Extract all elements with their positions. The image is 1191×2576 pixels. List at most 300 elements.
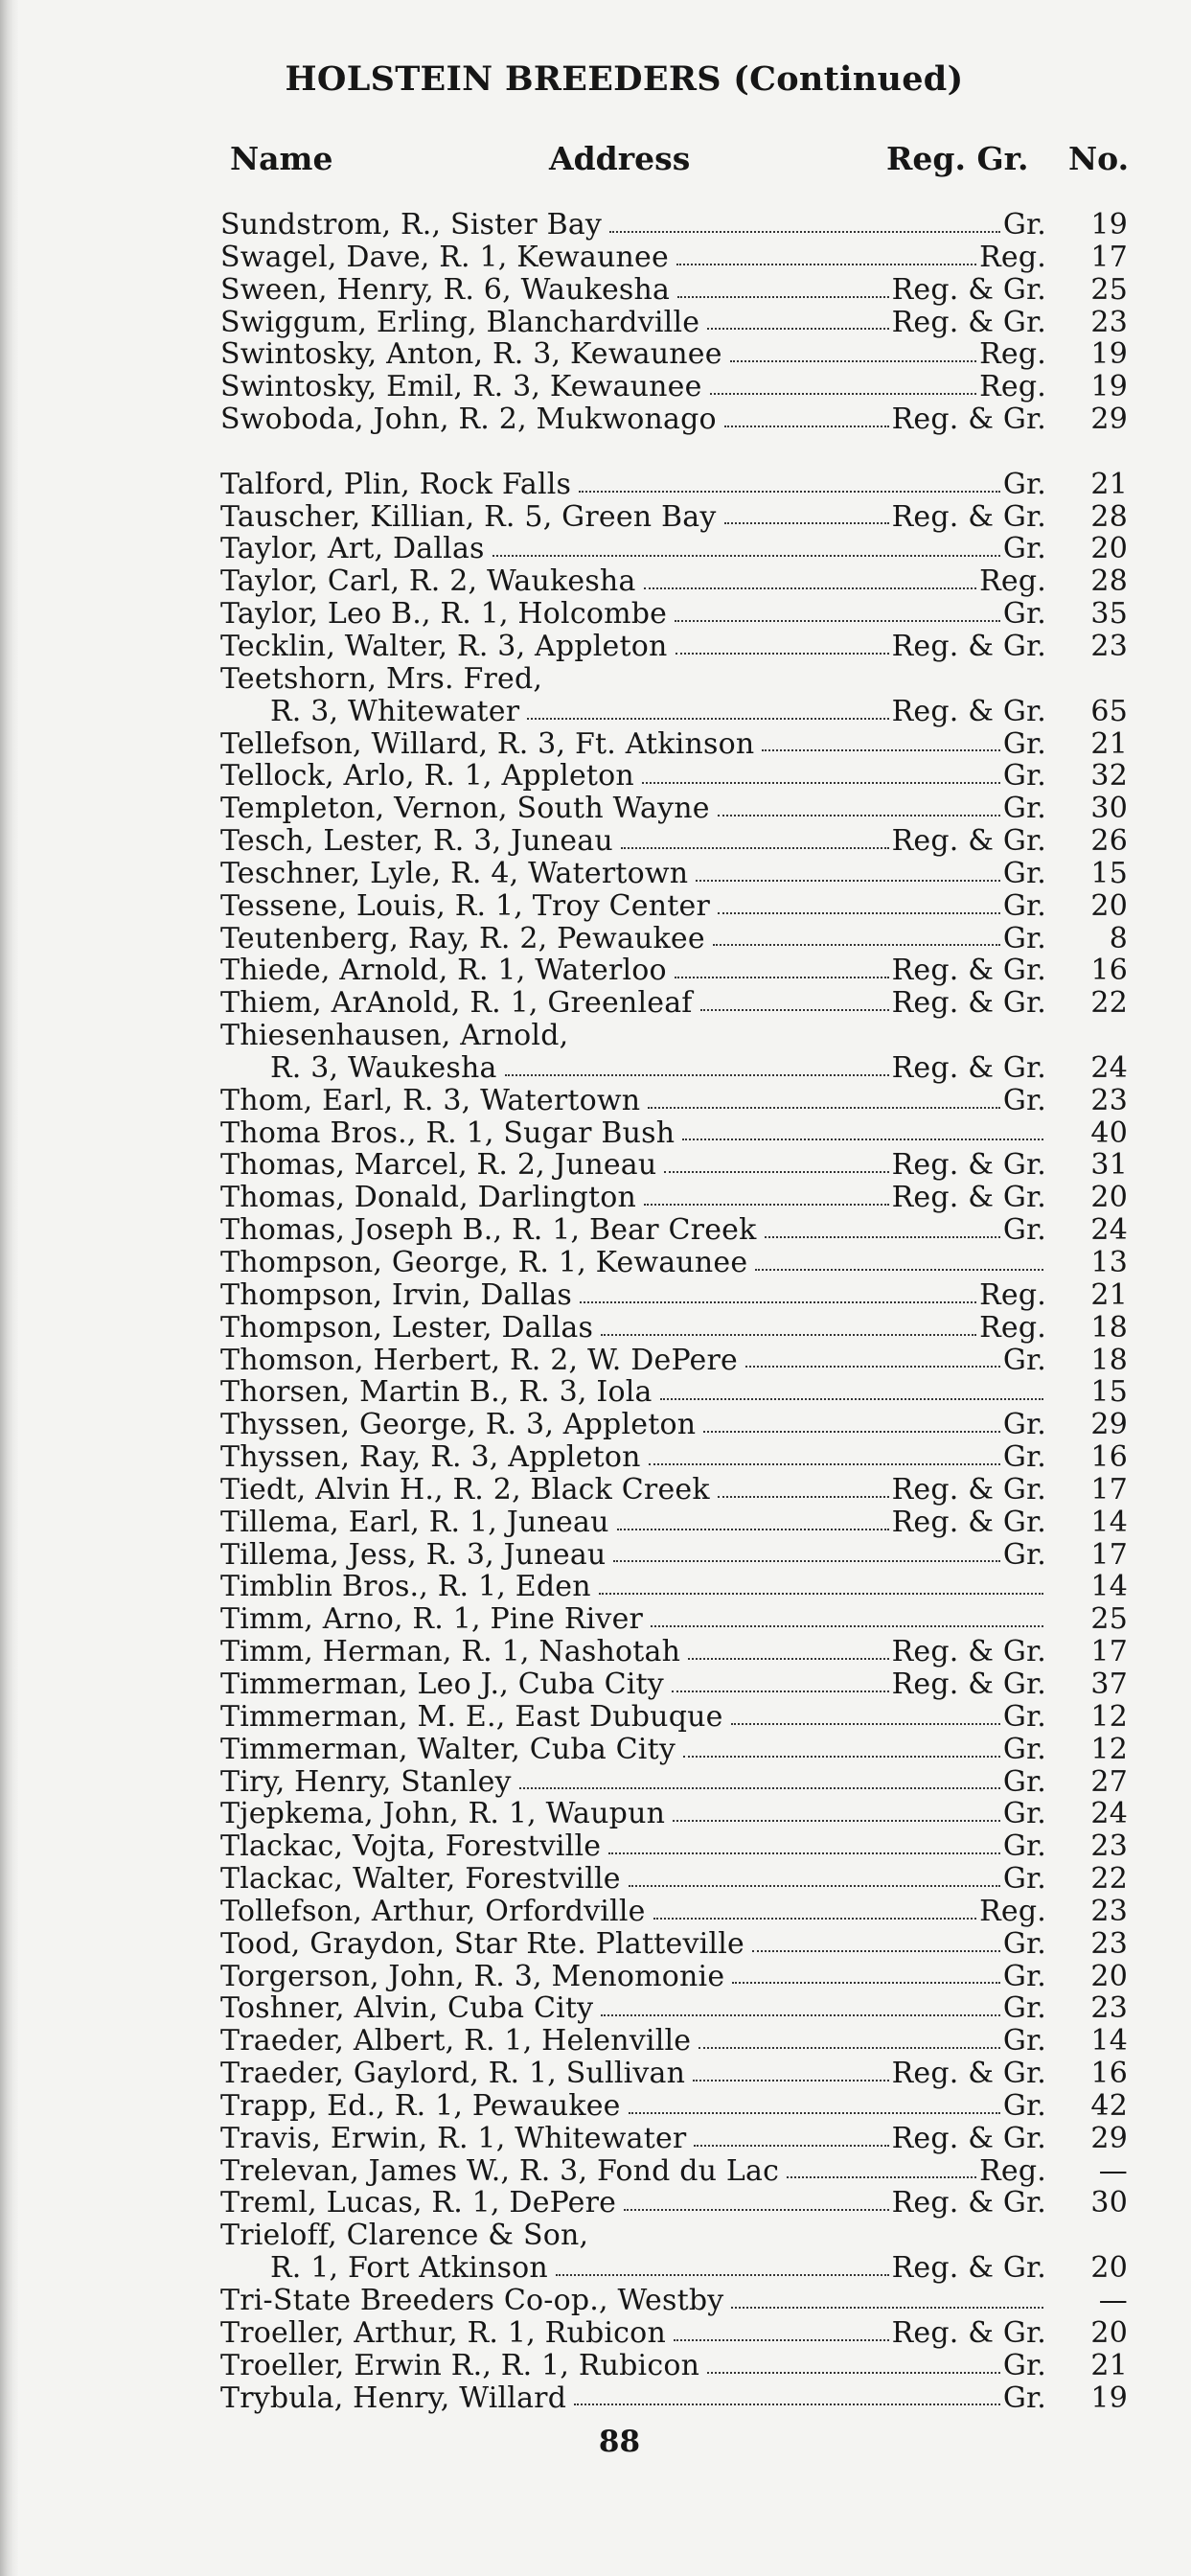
herd-number: 23: [1090, 305, 1128, 339]
dot-leader: [694, 2144, 888, 2147]
herd-number: 13: [1090, 1246, 1128, 1279]
herd-number: —: [1098, 2153, 1128, 2188]
list-item: [0, 1279, 1191, 1312]
registration-class: Gr.: [1002, 921, 1046, 955]
list-item: [0, 793, 1191, 825]
registration-class: Reg. & Gr.: [891, 305, 1046, 339]
dot-leader: [676, 263, 976, 265]
herd-number: 37: [1090, 1667, 1128, 1701]
herd-number: 23: [1090, 1926, 1128, 1961]
registration-class: Reg. & Gr.: [891, 629, 1046, 663]
breeder-name-address: Tood, Graydon, Star Rte. Platteville: [220, 1926, 744, 1961]
breeder-name-address: Troeller, Arthur, R. 1, Rubicon: [220, 2315, 666, 2350]
list-item: [0, 1085, 1191, 1117]
dot-leader: [677, 295, 888, 298]
list-item: [0, 338, 1191, 371]
column-header-reg-gr: Reg. Gr.: [886, 140, 1029, 177]
dot-leader: [629, 2111, 1000, 2114]
breeder-name-address: Torgerson, John, R. 3, Menomonie: [220, 1959, 725, 1993]
herd-number: 20: [1090, 2251, 1128, 2286]
dot-leader: [718, 1495, 889, 1498]
list-item: [0, 1961, 1191, 1993]
registration-class: Gr.: [1002, 1699, 1046, 1734]
breeder-name-address: Tlackac, Walter, Forestville: [220, 1862, 621, 1897]
breeder-name-address: Tjepkema, John, R. 1, Waupun: [220, 1797, 666, 1831]
herd-number: 19: [1090, 2380, 1128, 2415]
dot-leader: [710, 392, 977, 395]
breeder-name-address: Tiedt, Alvin H., R. 2, Black Creek: [220, 1472, 710, 1506]
breeder-list: [0, 209, 1191, 2414]
herd-number: 65: [1090, 694, 1128, 728]
list-item: [0, 1766, 1191, 1799]
breeder-name-address: Timblin Bros., R. 1, Eden: [220, 1570, 591, 1604]
dot-leader: [787, 2175, 976, 2178]
page-title: HOLSTEIN BREEDERS (Continued): [285, 59, 964, 99]
breeder-name-address: Thompson, Irvin, Dallas: [220, 1277, 573, 1312]
herd-number: 25: [1090, 1602, 1128, 1637]
dot-leader: [688, 1657, 888, 1660]
herd-number: 15: [1090, 856, 1128, 890]
herd-number: 26: [1090, 824, 1128, 859]
breeder-name-address: Tri-State Breeders Co-op., Westby: [220, 2284, 724, 2317]
registration-class: Reg. & Gr.: [891, 1472, 1046, 1506]
breeder-name-address: Timmerman, M. E., East Dubuque: [220, 1699, 723, 1734]
registration-class: Gr.: [1002, 1732, 1046, 1766]
breeder-name-address: Traeder, Gaylord, R. 1, Sullivan: [220, 2057, 686, 2091]
list-item: [0, 2187, 1191, 2220]
herd-number: 18: [1090, 1343, 1128, 1377]
dot-leader: [527, 717, 888, 720]
breeder-name-address: R. 1, Fort Atkinson: [270, 2251, 548, 2286]
registration-class: Gr.: [1002, 1440, 1046, 1475]
list-item: [0, 1668, 1191, 1701]
column-header-name: Name: [230, 140, 333, 177]
registration-class: Reg.: [979, 370, 1046, 404]
list-item: [0, 1636, 1191, 1668]
herd-number: 20: [1090, 532, 1128, 566]
herd-number: 31: [1090, 1148, 1128, 1183]
dot-leader: [660, 1397, 1043, 1400]
registration-class: Gr.: [1002, 1797, 1046, 1831]
registration-class: Reg. & Gr.: [891, 1667, 1046, 1701]
registration-class: Gr.: [1002, 597, 1046, 632]
dot-leader: [755, 1268, 1043, 1271]
dot-leader: [674, 2338, 889, 2341]
dot-leader: [703, 1430, 1000, 1433]
list-item: [0, 2382, 1191, 2415]
dot-leader: [617, 1528, 889, 1530]
dot-leader: [648, 1106, 1000, 1109]
dot-leader: [731, 1722, 1000, 1725]
dot-leader: [724, 521, 889, 524]
breeder-name-address: Trapp, Ed., R. 1, Pewaukee: [220, 2088, 621, 2123]
registration-class: Gr.: [1002, 1537, 1046, 1572]
dot-leader: [653, 1917, 977, 1920]
breeder-name-address: Travis, Erwin, R. 1, Whitewater: [220, 2121, 687, 2155]
list-item: [0, 663, 1191, 696]
breeder-name-address: Thomas, Joseph B., R. 1, Bear Creek: [220, 1213, 757, 1248]
dot-leader: [718, 814, 1000, 816]
list-item: [0, 2155, 1191, 2188]
breeder-name-address: Tiry, Henry, Stanley: [220, 1764, 512, 1799]
registration-class: Reg. & Gr.: [891, 824, 1046, 859]
dot-leader: [707, 327, 888, 330]
registration-class: Gr.: [1002, 467, 1046, 501]
breeder-name-address: Trieloff, Clarence & Son,: [220, 2219, 589, 2253]
breeder-name-address: Tillema, Earl, R. 1, Juneau: [220, 1505, 609, 1539]
list-item: [0, 1474, 1191, 1506]
breeder-name-address: Taylor, Art, Dallas: [220, 532, 485, 566]
dot-leader: [731, 2306, 1043, 2309]
breeder-name-address: Swiggum, Erling, Blanchardville: [220, 305, 700, 339]
dot-leader: [713, 943, 1000, 946]
breeder-name-address: Tellock, Arlo, R. 1, Appleton: [220, 759, 634, 794]
registration-class: Reg. & Gr.: [891, 954, 1046, 988]
breeder-name-address: Tellefson, Willard, R. 3, Ft. Atkinson: [220, 726, 755, 761]
registration-class: Gr.: [1002, 1926, 1046, 1961]
herd-number: 32: [1090, 759, 1128, 794]
list-item: [0, 2252, 1191, 2285]
breeder-name-address: Traeder, Albert, R. 1, Helenville: [220, 2024, 692, 2058]
dot-leader: [649, 1462, 1000, 1465]
herd-number: 14: [1090, 2024, 1128, 2058]
herd-number: 40: [1090, 1116, 1128, 1150]
herd-number: 14: [1090, 1505, 1128, 1539]
registration-class: Reg. & Gr.: [891, 2251, 1046, 2286]
breeder-name-address: Thyssen, Ray, R. 3, Appleton: [220, 1440, 641, 1475]
dot-leader: [673, 1819, 1000, 1822]
breeder-name-address: R. 3, Whitewater: [270, 694, 520, 728]
dot-leader: [505, 1073, 889, 1076]
breeder-name-address: Trelevan, James W., R. 3, Fond du Lac: [220, 2153, 780, 2188]
breeder-name-address: Thomas, Marcel, R. 2, Juneau: [220, 1148, 657, 1183]
breeder-name-address: Templeton, Vernon, South Wayne: [220, 792, 710, 826]
list-item: [0, 469, 1191, 501]
registration-class: Gr.: [1002, 726, 1046, 761]
dot-leader: [579, 490, 1000, 493]
list-item: [0, 1830, 1191, 1863]
registration-class: Gr.: [1002, 1862, 1046, 1897]
dot-leader: [574, 2403, 1000, 2405]
list-item: [0, 2285, 1191, 2317]
registration-class: Gr.: [1002, 1764, 1046, 1799]
herd-number: 17: [1090, 240, 1128, 274]
list-item: [0, 1603, 1191, 1636]
registration-class: Gr.: [1002, 1829, 1046, 1864]
dot-leader: [629, 1884, 1000, 1887]
list-item: [0, 307, 1191, 339]
breeder-name-address: Taylor, Carl, R. 2, Waukesha: [220, 564, 636, 599]
breeder-name-address: Thompson, George, R. 1, Kewaunee: [220, 1246, 748, 1279]
list-item: [0, 631, 1191, 663]
breeder-name-address: Tesch, Lester, R. 3, Juneau: [220, 824, 613, 859]
registration-class: Reg. & Gr.: [891, 402, 1046, 437]
registration-class: Gr.: [1002, 888, 1046, 923]
herd-number: 19: [1090, 370, 1128, 404]
breeder-name-address: Sundstrom, R., Sister Bay: [220, 208, 603, 242]
herd-number: 20: [1090, 1959, 1128, 1993]
list-item: [0, 565, 1191, 598]
list-item: [0, 501, 1191, 534]
herd-number: 23: [1090, 629, 1128, 663]
herd-number: 22: [1090, 1862, 1128, 1897]
herd-number: 15: [1090, 1375, 1128, 1410]
registration-class: Gr.: [1002, 1408, 1046, 1442]
breeder-name-address: Teetshorn, Mrs. Fred,: [220, 661, 543, 696]
dot-leader: [519, 1786, 1000, 1789]
registration-class: Gr.: [1002, 1991, 1046, 2026]
breeder-name-address: Swintosky, Emil, R. 3, Kewaunee: [220, 370, 702, 404]
list-item: [0, 1020, 1191, 1052]
dot-leader: [752, 1949, 1000, 1952]
registration-class: Reg.: [979, 1894, 1046, 1928]
breeder-name-address: Teutenberg, Ray, R. 2, Pewaukee: [220, 921, 705, 955]
page-number: 88: [598, 2425, 641, 2459]
breeder-name-address: Taylor, Leo B., R. 1, Holcombe: [220, 597, 668, 632]
breeder-name-address: Tessene, Louis, R. 1, Troy Center: [220, 888, 710, 923]
dot-leader: [675, 976, 889, 978]
dot-leader: [676, 652, 889, 655]
dot-leader: [683, 1755, 1000, 1758]
list-item: [0, 923, 1191, 955]
breeder-name-address: Swoboda, John, R. 2, Mukwonago: [220, 402, 717, 437]
breeder-name-address: Tlackac, Vojta, Forestville: [220, 1829, 602, 1864]
breeder-name-address: Tollefson, Arthur, Orfordville: [220, 1894, 646, 1928]
herd-number: 23: [1090, 1829, 1128, 1864]
herd-number: 30: [1090, 792, 1128, 826]
herd-number: —: [1098, 2284, 1128, 2317]
herd-number: 16: [1090, 2057, 1128, 2091]
registration-class: Reg.: [979, 240, 1046, 274]
dot-leader: [672, 1690, 889, 1692]
list-item: [0, 1571, 1191, 1603]
dot-leader: [624, 2208, 888, 2211]
dot-leader: [682, 1138, 1043, 1140]
herd-number: 12: [1090, 1732, 1128, 1766]
dot-leader: [675, 619, 1000, 622]
herd-number: 24: [1090, 1213, 1128, 1248]
herd-number: 21: [1090, 1277, 1128, 1312]
registration-class: Reg. & Gr.: [891, 986, 1046, 1021]
registration-class: Reg. & Gr.: [891, 1050, 1046, 1085]
breeder-name-address: Timmerman, Leo J., Cuba City: [220, 1667, 664, 1701]
breeder-name-address: Tillema, Jess, R. 3, Juneau: [220, 1537, 607, 1572]
breeder-name-address: R. 3, Waukesha: [270, 1050, 497, 1085]
list-item: [0, 1409, 1191, 1441]
registration-class: Gr.: [1002, 532, 1046, 566]
herd-number: 20: [1090, 888, 1128, 923]
list-item: [0, 1214, 1191, 1247]
list-item: [0, 274, 1191, 307]
herd-number: 16: [1090, 1440, 1128, 1475]
registration-class: Reg.: [979, 1310, 1046, 1345]
herd-number: 19: [1090, 208, 1128, 242]
list-item: [0, 1052, 1191, 1085]
list-item: [0, 1928, 1191, 1961]
dot-leader: [599, 1592, 1043, 1595]
list-item: [0, 2350, 1191, 2382]
herd-number: 24: [1090, 1050, 1128, 1085]
breeder-name-address: Sween, Henry, R. 6, Waukesha: [220, 272, 671, 307]
breeder-name-address: Talford, Plin, Rock Falls: [220, 467, 572, 501]
herd-number: 23: [1090, 1894, 1128, 1928]
dot-leader: [621, 846, 889, 849]
list-item: [0, 1441, 1191, 1474]
column-header-address: Address: [549, 140, 691, 177]
herd-number: 23: [1090, 1991, 1128, 2026]
breeder-name-address: Treml, Lucas, R. 1, DePere: [220, 2186, 617, 2220]
list-item: [0, 209, 1191, 242]
section-gap: [0, 436, 1191, 469]
registration-class: Reg. & Gr.: [891, 2186, 1046, 2220]
breeder-name-address: Thiede, Arnold, R. 1, Waterloo: [220, 954, 667, 988]
list-item: [0, 1863, 1191, 1896]
herd-number: 29: [1090, 2121, 1128, 2155]
list-item: [0, 403, 1191, 436]
herd-number: 20: [1090, 2315, 1128, 2350]
list-item: [0, 533, 1191, 565]
list-item: [0, 1117, 1191, 1150]
registration-class: Gr.: [1002, 208, 1046, 242]
registration-class: Gr.: [1002, 856, 1046, 890]
dot-leader: [700, 1008, 889, 1011]
dot-leader: [664, 1170, 888, 1173]
list-item: [0, 598, 1191, 631]
list-item: [0, 696, 1191, 728]
registration-class: Reg. & Gr.: [891, 1181, 1046, 1215]
herd-number: 22: [1090, 986, 1128, 1021]
breeder-name-address: Thomson, Herbert, R. 2, W. DePere: [220, 1343, 738, 1377]
registration-class: Gr.: [1002, 2024, 1046, 2058]
registration-class: Reg. & Gr.: [891, 499, 1046, 534]
breeder-name-address: Tauscher, Killian, R. 5, Green Bay: [220, 499, 717, 534]
list-item: [0, 1992, 1191, 2025]
breeder-name-address: Timmerman, Walter, Cuba City: [220, 1732, 676, 1766]
breeder-name-address: Thompson, Lester, Dallas: [220, 1310, 594, 1345]
herd-number: 16: [1090, 954, 1128, 988]
herd-number: 29: [1090, 402, 1128, 437]
registration-class: Gr.: [1002, 2348, 1046, 2382]
registration-class: Reg. & Gr.: [891, 1148, 1046, 1183]
herd-number: 18: [1090, 1310, 1128, 1345]
registration-class: Gr.: [1002, 1959, 1046, 1993]
column-headers: [0, 140, 1191, 178]
registration-class: Reg.: [979, 2153, 1046, 2188]
dot-leader: [601, 2013, 1000, 2016]
dot-leader: [644, 586, 977, 589]
dot-leader: [765, 1235, 1000, 1238]
breeder-name-address: Thoma Bros., R. 1, Sugar Bush: [220, 1116, 676, 1150]
dot-leader: [556, 2273, 889, 2276]
herd-number: 19: [1090, 337, 1128, 372]
registration-class: Gr.: [1002, 2380, 1046, 2415]
dot-leader: [492, 554, 1000, 557]
dot-leader: [601, 1333, 976, 1336]
dot-leader: [745, 1365, 1000, 1368]
list-item: [0, 2058, 1191, 2090]
herd-number: 20: [1090, 1181, 1128, 1215]
list-item: [0, 1182, 1191, 1214]
list-item: [0, 1376, 1191, 1409]
dot-leader: [609, 230, 1000, 233]
registration-class: Gr.: [1002, 792, 1046, 826]
list-item: [0, 890, 1191, 923]
registration-class: Reg. & Gr.: [891, 272, 1046, 307]
dot-leader: [724, 425, 889, 427]
list-item: [0, 1506, 1191, 1539]
dot-leader: [613, 1559, 999, 1562]
dot-leader: [718, 911, 1000, 914]
list-item: [0, 371, 1191, 403]
herd-number: 17: [1090, 1635, 1128, 1669]
list-item: [0, 1312, 1191, 1345]
list-item: [0, 1539, 1191, 1572]
dot-leader: [608, 1852, 1000, 1854]
list-item: [0, 242, 1191, 274]
list-item: [0, 728, 1191, 761]
breeder-name-address: Swintosky, Anton, R. 3, Kewaunee: [220, 337, 722, 372]
herd-number: 35: [1090, 597, 1128, 632]
breeder-name-address: Troeller, Erwin R., R. 1, Rubicon: [220, 2348, 700, 2382]
column-header-no: No.: [1068, 140, 1130, 177]
list-item: [0, 1149, 1191, 1182]
breeder-name-address: Thorsen, Martin B., R. 3, Iola: [220, 1375, 653, 1410]
herd-number: 14: [1090, 1570, 1128, 1604]
breeder-name-address: Swagel, Dave, R. 1, Kewaunee: [220, 240, 669, 274]
breeder-name-address: Toshner, Alvin, Cuba City: [220, 1991, 594, 2026]
registration-class: Reg. & Gr.: [891, 2315, 1046, 2350]
herd-number: 21: [1090, 467, 1128, 501]
registration-class: Gr.: [1002, 1213, 1046, 1248]
dot-leader: [707, 2371, 1000, 2374]
list-item: [0, 987, 1191, 1020]
list-item: [0, 1734, 1191, 1766]
dot-leader: [696, 879, 1000, 882]
dot-leader: [651, 1624, 1043, 1627]
list-item: [0, 1896, 1191, 1928]
breeder-name-address: Thyssen, George, R. 3, Appleton: [220, 1408, 697, 1442]
breeder-name-address: Thiesenhausen, Arnold,: [220, 1019, 569, 1053]
list-item: [0, 1247, 1191, 1279]
list-item: [0, 2123, 1191, 2155]
herd-number: 25: [1090, 272, 1128, 307]
herd-number: 17: [1090, 1472, 1128, 1506]
registration-class: Gr.: [1002, 2088, 1046, 2123]
breeder-name-address: Tecklin, Walter, R. 3, Appleton: [220, 629, 668, 663]
registration-class: Reg.: [979, 337, 1046, 372]
breeder-name-address: Teschner, Lyle, R. 4, Watertown: [220, 856, 689, 890]
herd-number: 28: [1090, 499, 1128, 534]
list-item: [0, 1701, 1191, 1734]
registration-class: Reg.: [979, 1277, 1046, 1312]
herd-number: 17: [1090, 1537, 1128, 1572]
dot-leader: [580, 1300, 976, 1303]
dot-leader: [642, 781, 1000, 784]
list-item: [0, 760, 1191, 793]
dot-leader: [762, 748, 999, 751]
herd-number: 12: [1090, 1699, 1128, 1734]
list-item: [0, 2220, 1191, 2252]
registration-class: Gr.: [1002, 1083, 1046, 1117]
dot-leader: [732, 1981, 1000, 1984]
dot-leader: [699, 2046, 1000, 2049]
herd-number: 42: [1090, 2088, 1128, 2123]
breeder-name-address: Thomas, Donald, Darlington: [220, 1181, 637, 1215]
herd-number: 8: [1109, 921, 1128, 955]
herd-number: 23: [1090, 1083, 1128, 1117]
registration-class: Reg. & Gr.: [891, 1505, 1046, 1539]
breeder-name-address: Thiem, ArAnold, R. 1, Greenleaf: [220, 986, 693, 1021]
